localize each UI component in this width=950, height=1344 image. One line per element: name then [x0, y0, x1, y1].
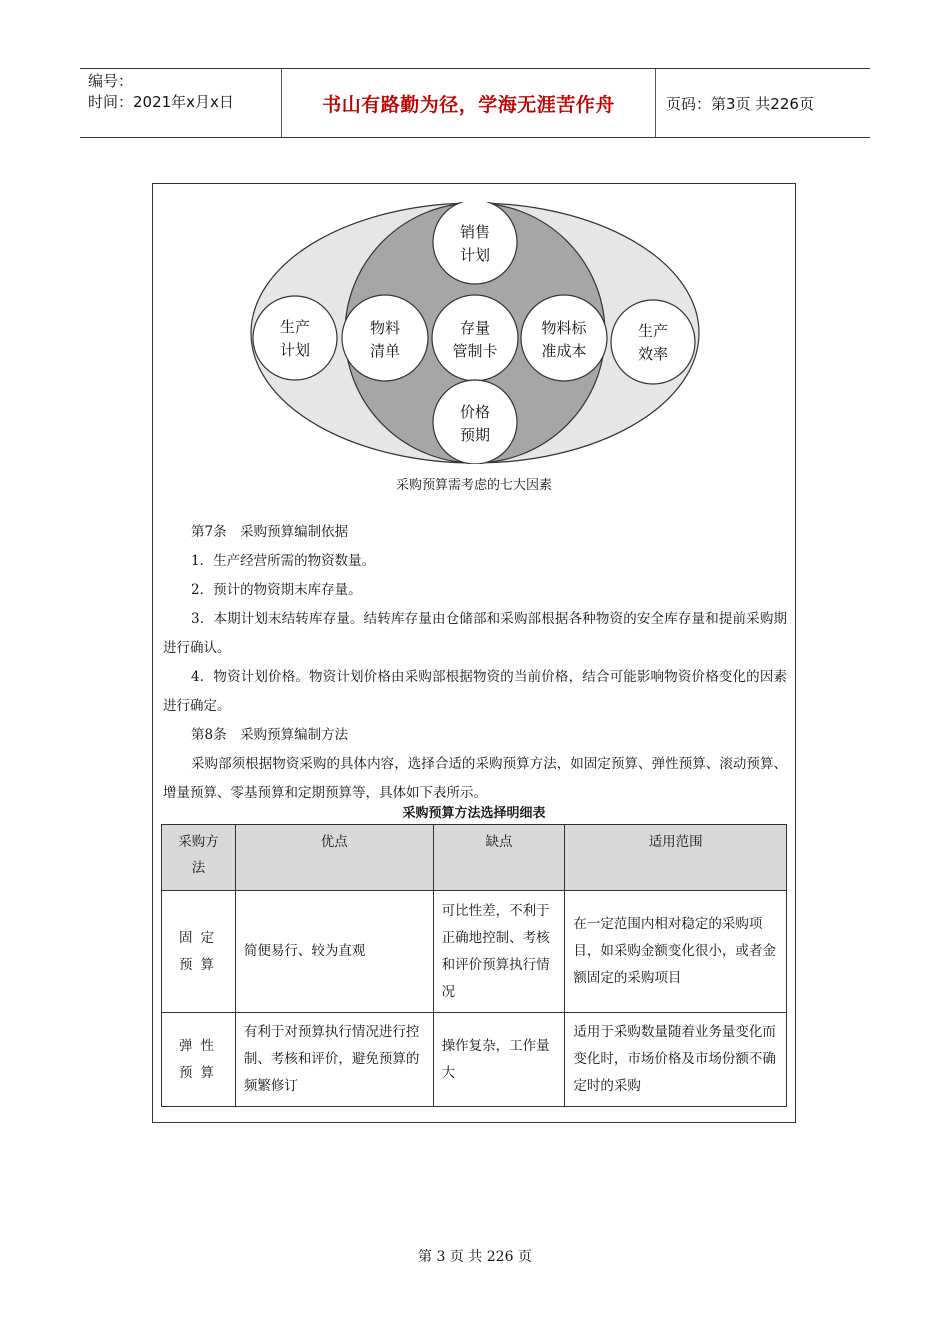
method-scope: 适用于采购数量随着业务量变化而变化时，市场价格及市场份额不确定时的采购	[565, 1013, 787, 1107]
label-center-left-2: 清单	[369, 342, 401, 360]
method-name: 固定预算	[162, 891, 236, 1013]
diagram-caption: 采购预算需考虑的七大因素	[395, 478, 552, 493]
page-header	[80, 68, 870, 138]
article-item-4: 4．物资计划价格。物资计划价格由采购部根据物资的当前价格，结合可能影响物资价格变化的因素进行确定。	[163, 669, 787, 714]
article-heading-8: 第8条 采购预算编制方法	[191, 727, 349, 743]
method-cons: 可比性差，不利于正确地控制、考核和评价预算执行情况	[433, 891, 565, 1013]
article-paragraph: 采购部须根据物资采购的具体内容，选择合适的采购预算方法，如固定预算、弹性预算、滚动预算、增量预算、零基预算和定期预算等，具体如下表所示。	[163, 756, 787, 801]
budget-methods-table	[161, 824, 787, 1107]
circle-center	[432, 295, 518, 381]
header-method: 采购方法	[162, 825, 236, 891]
table-row	[162, 1013, 787, 1107]
circle-left	[253, 296, 337, 380]
seven-factors-diagram	[249, 202, 701, 464]
article-heading-7: 第7条 采购预算编制依据	[191, 524, 349, 540]
label-bottom-1: 价格	[459, 403, 491, 421]
label-right-2: 效率	[637, 345, 669, 363]
method-cons: 操作复杂，工作量大	[433, 1013, 565, 1107]
circle-top	[433, 202, 517, 284]
method-scope: 在一定范围内相对稳定的采购项目，如采购金额变化很小，或者金额固定的采购项目	[565, 891, 787, 1013]
method-pros: 有利于对预算执行情况进行控制、考核和评价，避免预算的频繁修订	[235, 1013, 433, 1107]
label-center-right-1: 物料标	[541, 319, 587, 337]
circle-center-right	[521, 295, 607, 381]
table-row	[162, 891, 787, 1013]
doc-number-label: 编号：	[88, 72, 134, 90]
label-center-1: 存量	[459, 319, 491, 337]
article-item-1: 1．生产经营所需的物资数量。	[191, 553, 376, 569]
circle-right	[611, 300, 695, 384]
label-top-1: 销售	[459, 223, 491, 241]
method-name: 弹性预算	[162, 1013, 236, 1107]
label-bottom-2: 预期	[459, 426, 491, 444]
label-center-right-2: 准成本	[541, 342, 587, 360]
table-caption: 采购预算方法选择明细表	[402, 806, 546, 821]
header-motto: 书山有路勤为径，学海无涯苦作舟	[282, 69, 656, 137]
article-item-3: 3．本期计划末结转库存量。结转库存量由仓储部和采购部根据各种物资的安全库存量和提前采购期进行确认。	[163, 611, 787, 656]
method-pros: 简便易行、较为直观	[235, 891, 433, 1013]
label-center-2: 管制卡	[452, 342, 498, 360]
label-left-1: 生产	[279, 318, 311, 336]
label-center-left-1: 物料	[369, 319, 401, 337]
header-left	[80, 69, 282, 137]
label-top-2: 计划	[459, 246, 491, 264]
page-footer: 第 3 页 共 226 页	[418, 1249, 532, 1265]
circle-center-left	[342, 295, 428, 381]
header-cons: 缺点	[433, 825, 565, 891]
label-left-2: 计划	[279, 341, 311, 359]
content-frame	[152, 183, 796, 1123]
table-header-row	[162, 825, 787, 891]
header-pros: 优点	[235, 825, 433, 891]
header-scope: 适用范围	[565, 825, 787, 891]
article-item-2: 2．预计的物资期末库存量。	[191, 582, 362, 598]
article-body	[163, 518, 787, 808]
doc-date-label: 时间：2021年x月x日	[88, 93, 234, 111]
header-page-info: 页码：第3页 共226页	[666, 94, 814, 113]
label-right-1: 生产	[637, 322, 669, 340]
circle-bottom	[433, 380, 517, 464]
